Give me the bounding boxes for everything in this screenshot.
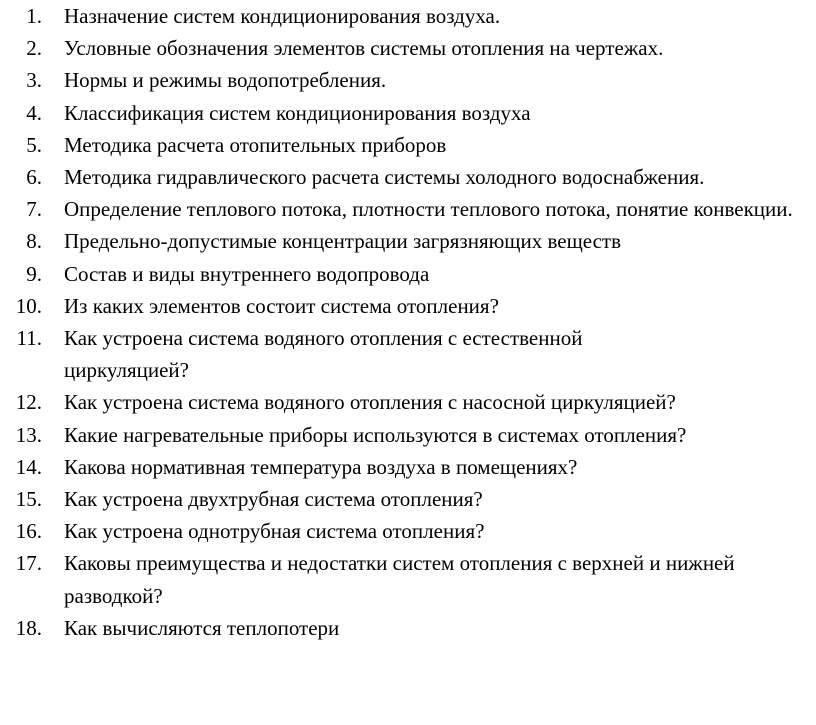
question-item	[0, 32, 816, 64]
question-number: 6.	[26, 165, 42, 190]
question-number: 10.	[15, 293, 42, 318]
question-item	[0, 129, 816, 161]
question-number: 3.	[26, 68, 42, 93]
question-item	[0, 0, 816, 32]
question-text: Методика гидравлического расчета системы холодного водоснабжения.	[64, 165, 705, 190]
question-item	[0, 419, 816, 451]
question-text: Методика расчета отопительных приборов	[64, 132, 447, 157]
question-text: Условные обозначения элементов системы отопления на чертежах.	[64, 36, 664, 61]
question-text: Состав и виды внутреннего водопровода	[64, 261, 430, 286]
question-item	[0, 547, 816, 611]
question-text: Определение теплового потока, плотности теплового потока, понятие конвекции.	[64, 197, 793, 222]
question-item	[0, 193, 816, 225]
question-number: 14.	[15, 454, 42, 479]
question-number: 9.	[26, 261, 42, 286]
question-text: Нормы и режимы водопотребления.	[64, 68, 387, 93]
question-item	[0, 161, 816, 193]
question-number: 18.	[15, 615, 42, 640]
question-item	[0, 64, 816, 96]
question-item	[0, 322, 816, 386]
question-text: Какие нагревательные приборы используются в системах отопления?	[64, 422, 687, 447]
question-text: Как устроена система водяного отопления с естественной циркуляцией?	[64, 326, 583, 383]
question-number: 16.	[15, 519, 42, 544]
question-text: Как устроена двухтрубная система отопления?	[64, 487, 483, 512]
question-item	[0, 290, 816, 322]
question-item	[0, 451, 816, 483]
question-number: 4.	[26, 100, 42, 125]
question-item	[0, 483, 816, 515]
question-number: 13.	[15, 422, 42, 447]
question-item	[0, 612, 816, 644]
question-number: 5.	[26, 132, 42, 157]
question-text: Назначение систем кондиционирования воздуха.	[64, 4, 501, 28]
question-number: 7.	[26, 197, 42, 222]
question-number: 2.	[26, 36, 42, 61]
question-number: 1.	[26, 4, 42, 28]
question-number: 12.	[15, 390, 42, 415]
question-text: Какова нормативная температура воздуха в помещениях?	[64, 454, 578, 479]
question-text: Как вычисляются теплопотери	[64, 615, 340, 640]
question-text: Каковы преимущества и недостатки систем отопления с верхней и нижней разводкой?	[64, 551, 735, 608]
question-text: Классификация систем кондиционирования воздуха	[64, 100, 531, 125]
question-item	[0, 97, 816, 129]
question-text: Как устроена однотрубная система отопления?	[64, 519, 485, 544]
question-number: 15.	[15, 487, 42, 512]
question-number: 8.	[26, 229, 42, 254]
question-item	[0, 225, 816, 257]
question-item	[0, 258, 816, 290]
question-item	[0, 386, 816, 418]
question-number: 17.	[15, 551, 42, 576]
question-text: Из каких элементов состоит система отопления?	[64, 293, 499, 318]
question-text: Предельно-допустимые концентрации загрязняющих веществ	[64, 229, 621, 254]
question-number: 11.	[16, 326, 42, 351]
question-item	[0, 515, 816, 547]
question-text: Как устроена система водяного отопления с насосной циркуляцией?	[64, 390, 676, 415]
